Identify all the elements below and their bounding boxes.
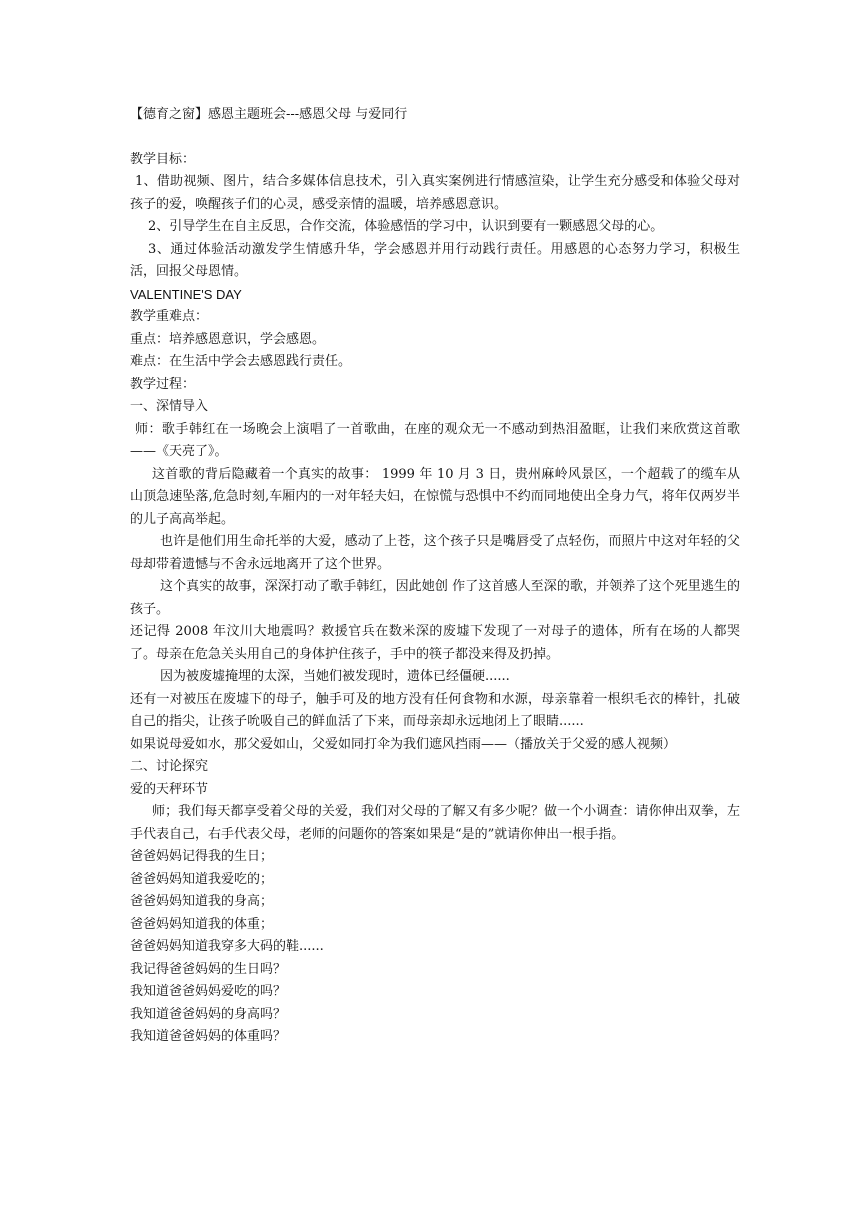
keypoint-line: 重点：培养感恩意识，学会感恩。 [130,331,326,347]
question-line: 爸爸妈妈知道我的身高； [130,894,274,909]
paragraph-4: 这个真实的故事，深深打动了歌手韩红，因此她创 作了这首感人至深的歌，并领养了这个死里逃生的孩子。 [130,579,740,617]
difficulty-line: 难点：在生活中学会去感恩践行责任。 [130,354,352,369]
question-line: 我知道爸爸妈妈爱吃的吗？ [130,984,287,999]
goals-heading: 教学目标： [130,151,196,167]
section-2-heading: 二、讨论探究 [130,759,209,774]
keypoints-heading: 教学重难点： [130,309,209,324]
goal-2: 2、引导学生在自主反思，合作交流，体验感悟的学习中，认识到要有一颗感恩父母的心。 [148,219,664,234]
process-heading: 教学过程： [130,376,196,392]
paragraph-7: 还有一对被压在废墟下的母子，触手可及的地方没有任何食物和水源，母亲靠着一根织毛衣的棒针，扎破自己的指尖，让孩子吮吸自己的鲜血活了下来，而母亲却永远地闭上了眼睛...... [130,691,740,729]
paragraph-2: 这首歌的背后隐藏着一个真实的故事： 1999 年 10 月 3 日，贵州麻岭风景区，一个超载了的缆车从山顶急速坠落,危急时刻,车厢内的一对年轻夫妇，在惊慌与恐惧中不约而同地使出全身力气，将年仅两岁半的儿子高高举起。 [130,466,740,527]
paragraph-8: 如果说母爱如水，那父爱如山，父爱如同打伞为我们遮风挡雨——（播放关于父爱的感人视频） [130,736,677,752]
question-line: 爸爸妈妈记得我的生日； [130,849,274,864]
goal-3: 3、通过体验活动激发学生情感升华，学会感恩并用行动践行责任。用感恩的心态努力学习，积极生活，回报父母恩情。 [130,241,740,279]
question-line: 爸爸妈妈知道我爱吃的； [130,871,274,887]
document-title: 【德育之窗】感恩主题班会---感恩父母 与爱同行 [130,107,408,122]
paragraph-9: 师；我们每天都享受着父母的关爱，我们对父母的了解又有多少呢？做一个小调查：请你伸出双拳，左手代表自己，右手代表父母，老师的问题你的答案如果是“是的”就请你伸出一根手指。 [130,804,740,842]
section-1-heading: 一、深情导入 [130,399,209,414]
subsection-heading: 爱的天秤环节 [130,781,209,797]
question-line: 爸爸妈妈知道我穿多大码的鞋...... [130,939,324,954]
question-line: 我知道爸爸妈妈的体重吗？ [130,1029,287,1044]
question-line: 我记得爸爸妈妈的生日吗？ [130,961,287,977]
question-line: 爸爸妈妈知道我的体重； [130,916,274,932]
valentine-line: VALENTINE'S DAY [130,286,242,302]
paragraph-6: 因为被废墟掩埋的太深，当她们被发现时，遗体已经僵硬...... [160,669,510,684]
question-line: 我知道爸爸妈妈的身高吗？ [130,1006,287,1022]
paragraph-3: 也许是他们用生命托举的大爱，感动了上苍，这个孩子只是嘴唇受了点轻伤，而照片中这对年轻的父母却带着遗憾与不舍永远地离开了这个世界。 [130,534,740,572]
document-page [130,104,740,1049]
goal-1: 1、借助视频、图片，结合多媒体信息技术，引入真实案例进行情感渲染，让学生充分感受和体验父母对孩子的爱，唤醒孩子们的心灵，感受亲情的温暖，培养感恩意识。 [130,174,740,212]
paragraph-5: 还记得 2008 年汶川大地震吗？救援官兵在数米深的废墟下发现了一对母子的遗体，所有在场的人都哭了。母亲在危急关头用自己的身体护住孩子，手中的筷子都没来得及扔掉。 [130,624,740,662]
paragraph-1: 师：歌手韩红在一场晚会上演唱了一首歌曲，在座的观众无一不感动到热泪盈眶，让我们来欣赏这首歌——《天亮了》。 [130,421,740,459]
